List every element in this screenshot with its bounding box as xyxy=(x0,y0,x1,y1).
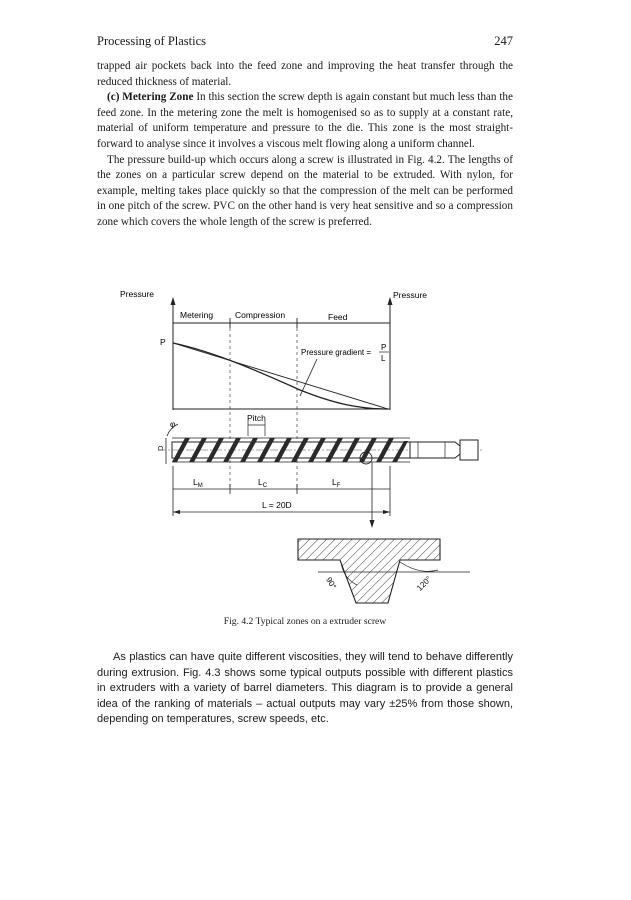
metering-zone-text: In this section the screw depth is again constant but much less than the feed zone. In the metering zone the melt is homogenised so as to supply at a constant rate, material of uniform temperature and pressure to the die. This zone is the most straight-forward to analyse since it involves a viscous melt flowing along a uniform channel. xyxy=(97,91,513,150)
paragraph-viscosities: As plastics can have quite different viscosities, they will tend to behave differently during extrusion. Fig. 4.3 shows some typical outputs possible with different plastics in extruders with a variety of barrel diameters. This diagram is to provide a general idea of the ranking of materials – actual outputs may vary ±25% from those shown, depending on temperatures, screw speeds, etc. xyxy=(97,651,513,726)
total-length-label: L = 20D xyxy=(262,500,292,510)
zone-label-feed: Feed xyxy=(328,312,348,322)
pressure-left-label: Pressure xyxy=(120,289,155,299)
pressure-axis-right-arrow xyxy=(388,297,393,305)
pressure-right-label: Pressure xyxy=(393,290,428,300)
paragraph-pressure-buildup: The pressure build-up which occurs along a screw is illustrated in Fig. 4.2. The lengths of the zones on a particular screw depend on the material to be extruded. With nylon, for example, melting takes place quickly so that the compression of the melt can be performed in one pitch of the screw. PVC on the other hand is very heat sensitive and so a compression zone which covers the whole length of the screw is preferred. xyxy=(97,153,513,228)
gradient-denominator: L xyxy=(381,354,386,363)
angle-120-arc xyxy=(400,562,438,571)
compression-length-label: $L_C$ xyxy=(258,477,268,489)
pressure-axis-left-arrow xyxy=(171,297,176,305)
total-length-arrow-right xyxy=(383,510,390,514)
running-title: Processing of Plastics xyxy=(97,34,207,48)
angle-120-label: 120° xyxy=(415,574,434,593)
screw-shank xyxy=(410,442,460,458)
screw-drive-end xyxy=(460,440,478,460)
feed-length-label: $L_F$ xyxy=(332,477,341,489)
total-length-arrow-left xyxy=(173,510,180,514)
pitch-label: Pitch xyxy=(247,413,266,423)
pressure-gradient-label: Pressure gradient = xyxy=(301,348,372,357)
zone-label-compression: Compression xyxy=(235,310,286,320)
metering-length-label: $L_M$ xyxy=(193,477,203,489)
gradient-numerator: P xyxy=(381,343,387,352)
metering-zone-heading: (c) Metering Zone xyxy=(107,91,194,104)
gradient-leader-line xyxy=(300,359,317,396)
zone-label-metering: Metering xyxy=(180,310,214,320)
angle-90-label: 90° xyxy=(324,575,339,591)
paragraph-trapped-air: trapped air pockets back into the feed zone and improving the heat transfer through the reduced thickness of material. xyxy=(97,60,513,88)
p-max-label: P xyxy=(160,337,166,347)
page-number: 247 xyxy=(494,34,513,48)
diameter-label: D xyxy=(156,445,165,451)
flight-angle-label: φ xyxy=(170,419,176,429)
body-text-bottom xyxy=(97,650,513,728)
flight-detail-section xyxy=(298,539,440,603)
detail-leader-arrow xyxy=(370,520,375,528)
figure-caption: Fig. 4.2 Typical zones on a extruder screw xyxy=(223,616,387,627)
